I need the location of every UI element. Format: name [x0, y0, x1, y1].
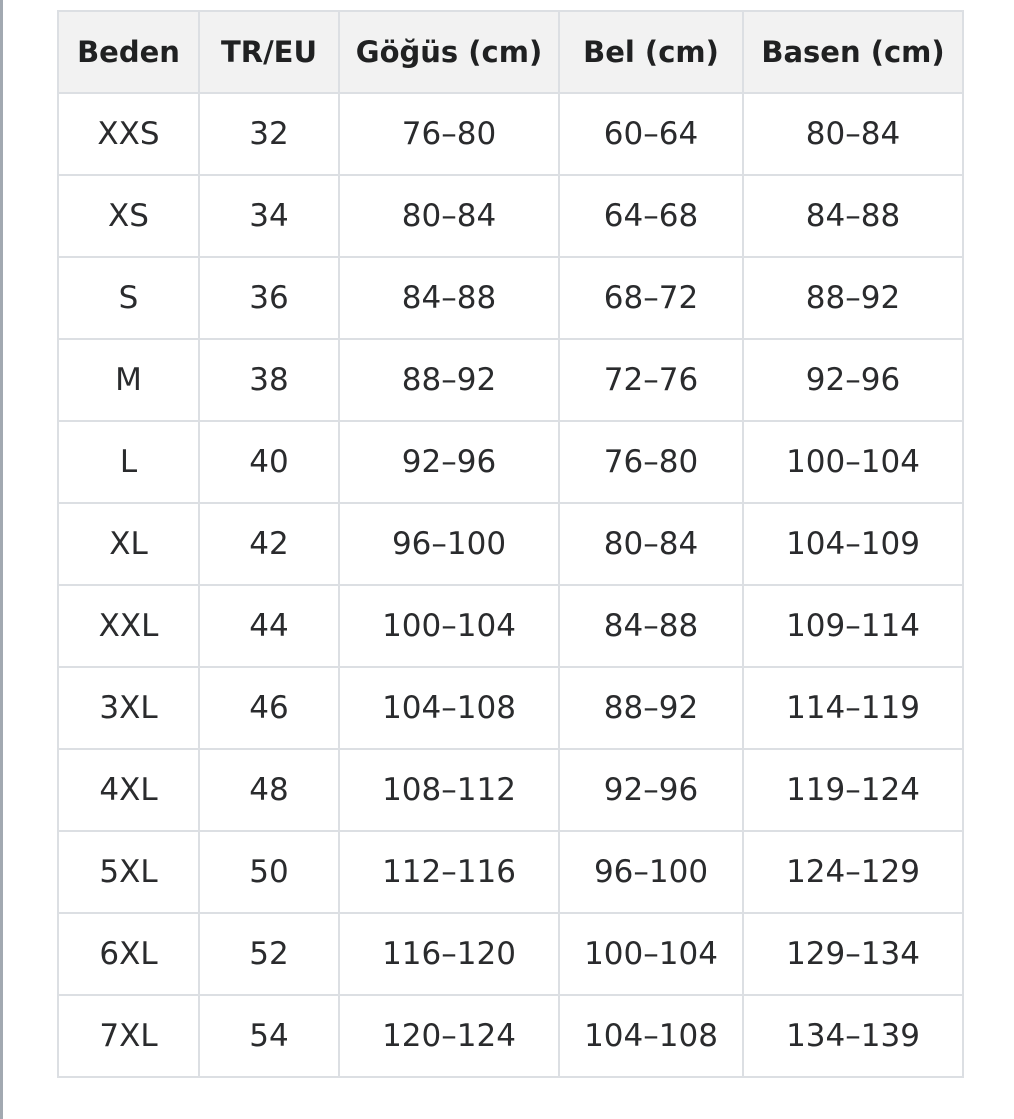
tr-eu-cell: 52 — [199, 913, 339, 995]
table-row — [58, 831, 963, 913]
page-edge-divider — [0, 0, 3, 1119]
table-body — [58, 93, 963, 1077]
hip-cell: 114–119 — [743, 667, 963, 749]
header-cell-beden: Beden — [58, 11, 199, 93]
size-chart-table — [57, 10, 964, 1078]
waist-cell: 104–108 — [559, 995, 743, 1077]
chest-cell: 100–104 — [339, 585, 559, 667]
header-cell-basen: Basen (cm) — [743, 11, 963, 93]
chest-cell: 116–120 — [339, 913, 559, 995]
table-header — [58, 11, 963, 93]
size-cell: XL — [58, 503, 199, 585]
hip-cell: 92–96 — [743, 339, 963, 421]
waist-cell: 60–64 — [559, 93, 743, 175]
table-row — [58, 749, 963, 831]
tr-eu-cell: 54 — [199, 995, 339, 1077]
table-row — [58, 995, 963, 1077]
size-cell: M — [58, 339, 199, 421]
size-cell: 7XL — [58, 995, 199, 1077]
tr-eu-cell: 46 — [199, 667, 339, 749]
tr-eu-cell: 50 — [199, 831, 339, 913]
hip-cell: 134–139 — [743, 995, 963, 1077]
chest-cell: 108–112 — [339, 749, 559, 831]
waist-cell: 76–80 — [559, 421, 743, 503]
waist-cell: 68–72 — [559, 257, 743, 339]
tr-eu-cell: 34 — [199, 175, 339, 257]
hip-cell: 84–88 — [743, 175, 963, 257]
hip-cell: 88–92 — [743, 257, 963, 339]
hip-cell: 119–124 — [743, 749, 963, 831]
tr-eu-cell: 40 — [199, 421, 339, 503]
table-row — [58, 503, 963, 585]
size-cell: 6XL — [58, 913, 199, 995]
table-row — [58, 667, 963, 749]
waist-cell: 88–92 — [559, 667, 743, 749]
table-row — [58, 339, 963, 421]
header-cell-bel: Bel (cm) — [559, 11, 743, 93]
header-cell-gogus: Göğüs (cm) — [339, 11, 559, 93]
table-row — [58, 257, 963, 339]
tr-eu-cell: 48 — [199, 749, 339, 831]
hip-cell: 109–114 — [743, 585, 963, 667]
size-cell: 5XL — [58, 831, 199, 913]
size-cell: XXS — [58, 93, 199, 175]
size-cell: 4XL — [58, 749, 199, 831]
chest-cell: 120–124 — [339, 995, 559, 1077]
tr-eu-cell: 44 — [199, 585, 339, 667]
table-row — [58, 175, 963, 257]
size-cell: 3XL — [58, 667, 199, 749]
chest-cell: 96–100 — [339, 503, 559, 585]
waist-cell: 96–100 — [559, 831, 743, 913]
tr-eu-cell: 36 — [199, 257, 339, 339]
table-row — [58, 93, 963, 175]
hip-cell: 124–129 — [743, 831, 963, 913]
waist-cell: 92–96 — [559, 749, 743, 831]
chest-cell: 112–116 — [339, 831, 559, 913]
table-row — [58, 913, 963, 995]
tr-eu-cell: 38 — [199, 339, 339, 421]
hip-cell: 129–134 — [743, 913, 963, 995]
chest-cell: 84–88 — [339, 257, 559, 339]
size-cell: XS — [58, 175, 199, 257]
size-cell: S — [58, 257, 199, 339]
chest-cell: 80–84 — [339, 175, 559, 257]
chest-cell: 104–108 — [339, 667, 559, 749]
chest-cell: 76–80 — [339, 93, 559, 175]
chest-cell: 92–96 — [339, 421, 559, 503]
hip-cell: 100–104 — [743, 421, 963, 503]
chest-cell: 88–92 — [339, 339, 559, 421]
size-cell: L — [58, 421, 199, 503]
waist-cell: 80–84 — [559, 503, 743, 585]
header-row — [58, 11, 963, 93]
table-row — [58, 585, 963, 667]
header-cell-tr-eu: TR/EU — [199, 11, 339, 93]
size-cell: XXL — [58, 585, 199, 667]
waist-cell: 72–76 — [559, 339, 743, 421]
tr-eu-cell: 32 — [199, 93, 339, 175]
hip-cell: 80–84 — [743, 93, 963, 175]
table-row — [58, 421, 963, 503]
waist-cell: 100–104 — [559, 913, 743, 995]
hip-cell: 104–109 — [743, 503, 963, 585]
waist-cell: 64–68 — [559, 175, 743, 257]
waist-cell: 84–88 — [559, 585, 743, 667]
tr-eu-cell: 42 — [199, 503, 339, 585]
